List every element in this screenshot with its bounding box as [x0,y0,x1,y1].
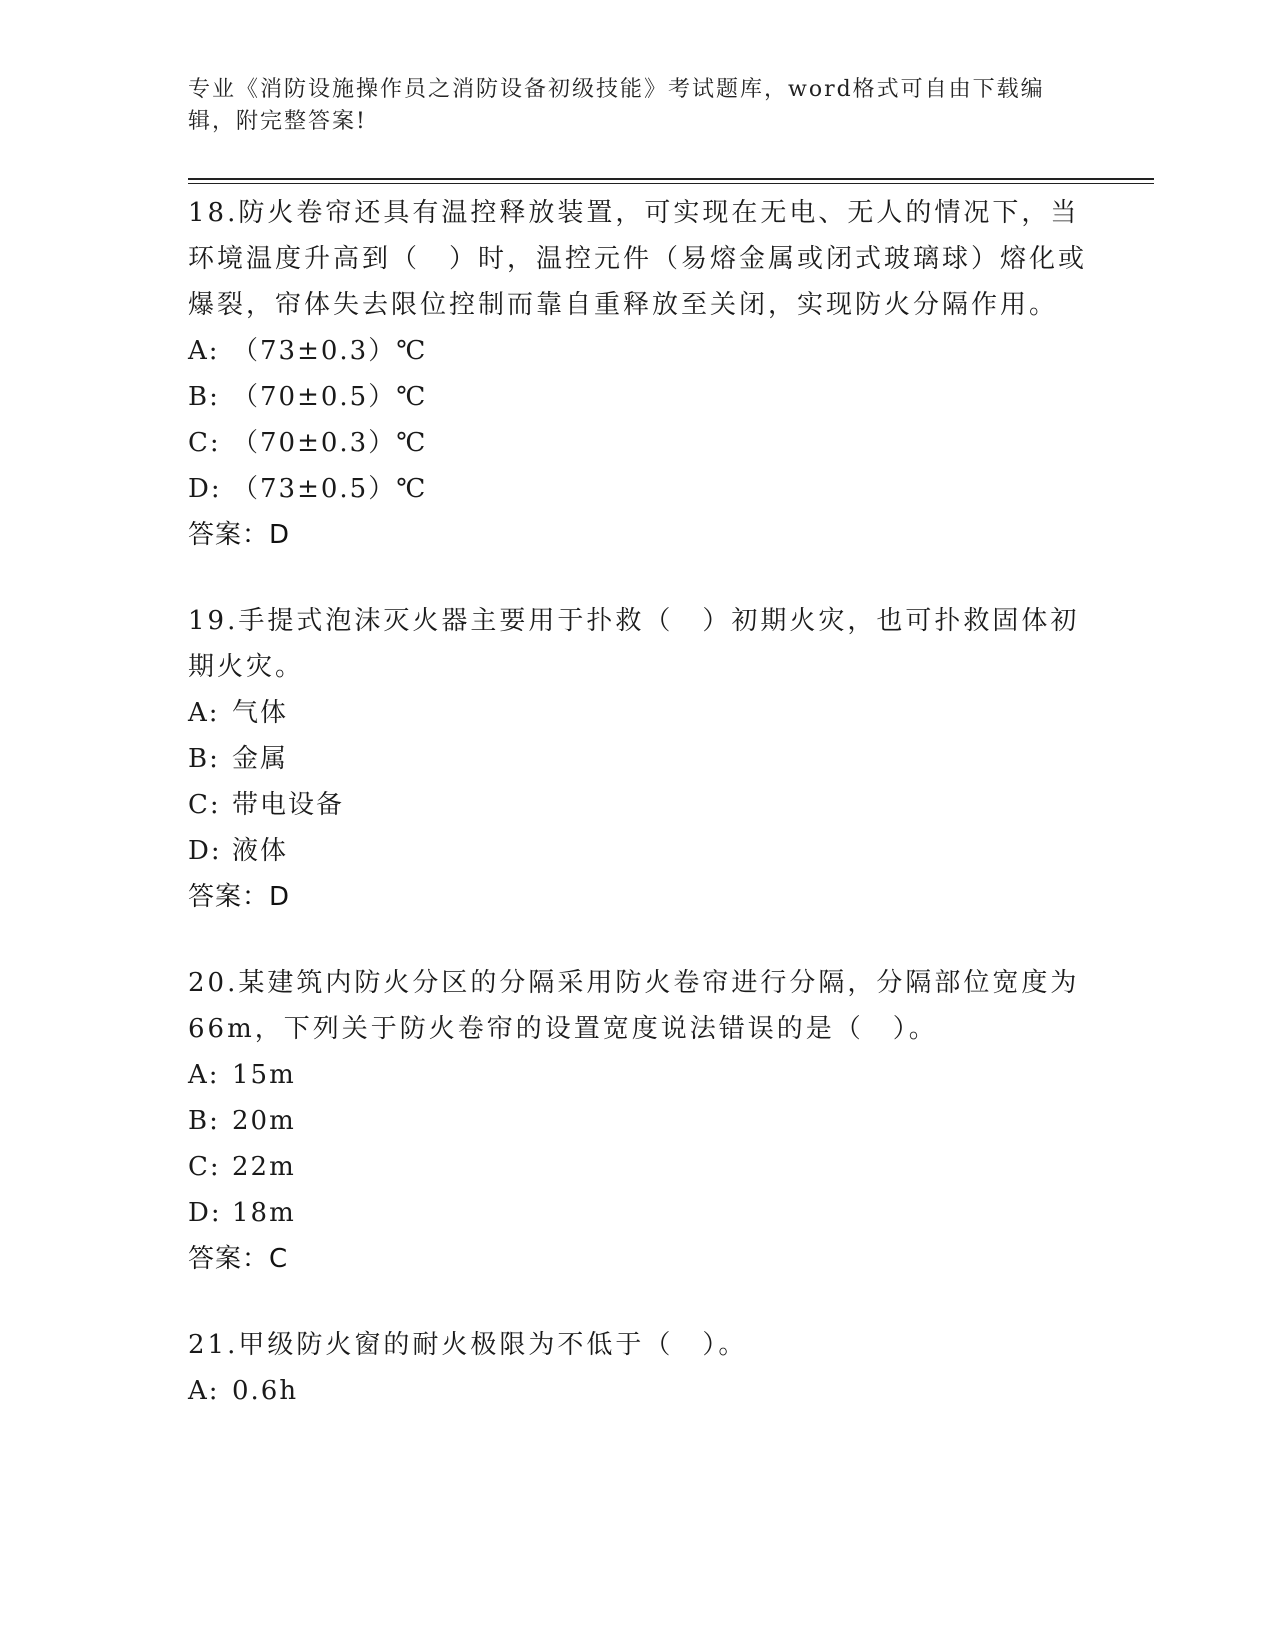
option-letter: D: [188,836,222,866]
question-text: 21.甲级防火窗的耐火极限为不低于（ ）。 [188,1330,748,1360]
option-letter: B: [188,1106,220,1136]
question-20 [188,960,1088,1282]
option-a [188,1368,1088,1414]
answer: 答案：D [188,882,291,912]
option-value: 20m [232,1106,296,1136]
document-header: 专业《消防设施操作员之消防设备初级技能》考试题库，word格式可自由下载编辑，附完整答案! [188,77,1045,134]
option-d [188,1190,1088,1236]
option-a [188,690,1088,736]
option-value: 金属 [232,744,289,774]
header-divider-thick [188,178,1154,180]
option-c [188,1144,1088,1190]
option-value: （73±0.5）℃ [232,474,428,504]
option-a [188,1052,1088,1098]
option-value: （70±0.5）℃ [232,382,428,412]
question-18 [188,190,1088,558]
option-c [188,420,1088,466]
header-divider-thin [188,183,1154,184]
question-text: 18.防火卷帘还具有温控释放装置，可实现在无电、无人的情况下，当环境温度升高到（ ）时，温控元件（易熔金属或闭式玻璃球）熔化或爆裂，帘体失去限位控制而靠自重释放至关闭，实现防火分隔作用。 [188,198,1088,320]
option-value: 15m [232,1060,296,1090]
option-value: （70±0.3）℃ [232,428,428,458]
option-c [188,782,1088,828]
option-b [188,374,1088,420]
option-letter: A: [188,1376,220,1406]
answer: 答案：C [188,1244,289,1274]
option-b [188,736,1088,782]
option-value: 0.6h [232,1376,299,1406]
option-letter: A: [188,336,220,366]
question-text: 19.手提式泡沫灭火器主要用于扑救（ ）初期火灾，也可扑救固体初期火灾。 [188,606,1080,682]
option-letter: A: [188,1060,220,1090]
option-letter: B: [188,382,220,412]
option-letter: C: [188,1152,221,1182]
option-value: 气体 [232,698,289,728]
option-d [188,466,1088,512]
question-text: 20.某建筑内防火分区的分隔采用防火卷帘进行分隔，分隔部位宽度为66m，下列关于防火卷帘的设置宽度说法错误的是（ ）。 [188,968,1080,1044]
option-letter: D: [188,1198,222,1228]
option-letter: C: [188,790,221,820]
option-b [188,1098,1088,1144]
question-19 [188,598,1088,920]
option-letter: B: [188,744,220,774]
option-a [188,328,1088,374]
option-value: 22m [232,1152,296,1182]
option-value: （73±0.3）℃ [232,336,428,366]
question-list [188,190,1088,1454]
option-value: 带电设备 [232,790,345,820]
option-d [188,828,1088,874]
question-21 [188,1322,1088,1414]
option-value: 液体 [232,836,289,866]
option-letter: D: [188,474,222,504]
option-letter: C: [188,428,221,458]
answer: 答案：D [188,520,291,550]
option-letter: A: [188,698,220,728]
option-value: 18m [232,1198,296,1228]
